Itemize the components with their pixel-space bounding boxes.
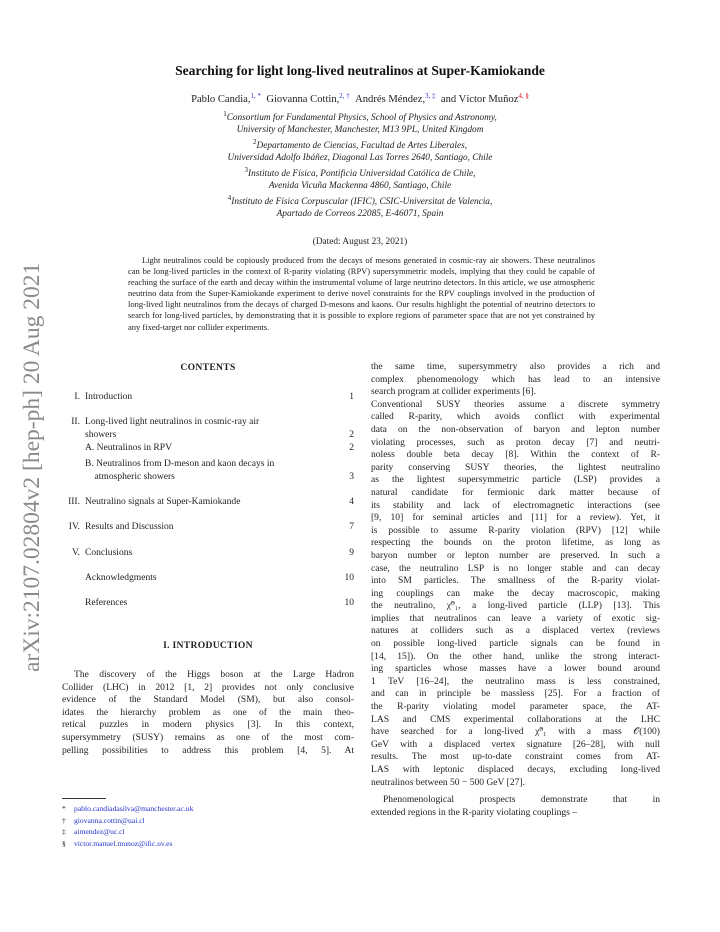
toc-title-line: Acknowledgments [85,572,157,583]
arxiv-stamp-text: arXiv:2107.02804v2 [hep-ph] 20 Aug 2021 [19,262,45,672]
text-line: idates the hierarchy problem as one of the main theo- [62,706,354,718]
affiliation-line [0,208,720,220]
affiliation-number: 4 [227,194,232,202]
toc-page-number: 2 [349,442,354,453]
text-line: into SM particles. The smallness of the R-parity violat- [371,575,660,587]
text-line: have searched for a long-lived χ̃⁰₁ with a mass 𝒪(100) [371,726,660,738]
text-line: supersymmetry (SUSY) remains as one of the most com- [62,731,354,743]
toc-page-number: 10 [344,597,354,608]
toc-title-line: Introduction [85,391,133,402]
affiliation-text: Avenida Vicuña Mackenna 4860, Santiago, Chile [268,181,452,191]
affiliation-number: 3 [244,166,248,174]
text-line: GeV with a displaced vertex signature [26–28], with null [371,738,660,750]
toc-title-line: showers [85,428,117,440]
affiliation-text: Departamento de Ciencias, Facultad de Artes Liberales, [256,141,468,151]
toc-section-number: V. [71,547,80,558]
footnote-email [62,839,354,850]
author-affil-marker[interactable]: 2, † [339,92,350,100]
affiliations [0,108,720,220]
arxiv-identifier-stamp [6,260,52,680]
footnote-email [62,827,354,838]
text-line: baryon number or lepton number are preserved. In such a [371,549,660,561]
text-line: called R-parity, which avoids conflict with experimental [371,411,660,423]
footnote-email [62,816,354,827]
text-line: violating processes, such as proton decay [7] and neutri- [371,436,660,448]
affiliation-number: 2 [252,138,257,146]
text-line: LAS and CMS experimental collaborations at the LHC [371,713,660,725]
footnote-mark: ‡ [62,827,66,837]
text-line: implies that neutralinos can leave a variety of exotic sig- [371,612,660,624]
text-line: the same time, supersymmetry also provides a rich and [371,361,660,372]
text-line: and can in principle be massless [25]. For a fraction of [371,688,660,700]
toc-section-number: II. [71,416,80,427]
text-line: case, the neutralino LSP is no longer stable and can decay [371,562,660,574]
toc-title-line: Results and Discussion [85,521,174,532]
toc-title-line: Long-lived light neutralinos in cosmic-ray air [85,416,260,427]
contents-heading: CONTENTS [180,362,236,373]
text-line: [9, 10] for seminal articles and [11] for a review). Yet, it [371,512,660,524]
text-line: neutralinos between 50 − 500 GeV [27]. [371,776,525,788]
right-column [371,361,660,819]
text-line: results. The most up-to-date constraint comes from AT- [371,751,660,763]
affiliation-line [0,164,720,180]
affiliation-text: Instituto de Física Corpuscular (IFIC), CSIC-Universitat de Valencia, [231,197,493,207]
author-list [0,92,720,105]
email-link[interactable]: pablo.candiadasilva@manchester.ac.uk [74,804,194,813]
text-line: natural candidate for fermionic dark matter because of [371,486,660,498]
text-line: Conventional SUSY theories assume a discrete symmetry [371,398,660,410]
text-line: The discovery of the Higgs boson at the Large Hadron [74,669,354,680]
toc-page-number: 7 [349,521,354,532]
text-line: on possible long-lived particle signals can be found in [371,638,660,650]
text-line: search program at collider experiments [6]. [371,386,536,398]
affiliation-line [0,180,720,192]
author-name: Pablo Candia, [191,94,251,105]
affiliation-line [0,124,720,136]
author-affil-marker[interactable]: 4, § [518,92,529,100]
text-line: pelling possibilities to address this problem [4, 5]. At [62,744,354,756]
toc-title-line: B. Neutralinos from D-meson and kaon decays in [85,458,275,469]
text-line: natures at colliders such as a displaced vertex (reviews [371,625,660,637]
intro-paragraph-left [62,669,354,757]
text-line: evidence of the Standard Model (SM), but also consol- [62,694,354,706]
text-line: [14, 15]). On the other hand, unlike the strong interact- [371,650,660,662]
footnote-email [62,804,354,815]
text-line: Collider (LHC) in 2012 [1, 2] provides not only conclusive [62,681,354,693]
email-link[interactable]: aimendez@uc.cl [74,827,125,837]
toc-title-line: Conclusions [85,547,133,558]
footnote-rule [62,798,106,799]
text-line: the R-parity violating model parameter space, the AT- [371,701,660,713]
author-affil-marker[interactable]: 3, ‡ [425,92,436,100]
footnote-mark: † [62,815,66,825]
affiliation-text: Instituto de Física, Pontificia Universidad Católica de Chile, [248,169,476,179]
text-line: as the lightest supersymmetric particle (LSP) provides a [371,474,660,486]
toc-page-number: 3 [349,470,354,482]
paper-title: Searching for light long-lived neutralinos at Super-Kamiokande [175,63,545,78]
text-line: ing sparticles whose masses have a lower bound around [371,663,660,675]
text-line: data on the non-observation of baryon and lepton number [371,423,660,435]
section-heading-introduction: I. INTRODUCTION [163,640,253,651]
author-name: Giovanna Cottin, [266,94,340,105]
footnote-mark: § [62,839,66,849]
text-line: 1 TeV [16–24], the neutralino mass is less constrained, [371,675,660,687]
affiliation-line [0,192,720,208]
abstract: Light neutralinos could be copiously produced from the decays of mesons generated in cosmic-ray air showers. These neutralinos can be long-lived particles in the context of R-parity violating (RPV) supersymmetric models, implying that they could be capable of reaching the surface of the earth and decay within the instrumental volume of large neutrino detectors. In this article, we use atmospheric neutrino data from the Super-Kamiokande experiment to derive novel constraints for the RPV couplings involved in the production of long-lived light neutralinos from the decays of charged D-mesons and kaons. Our results highlight the potential of neutrino detectors to search for long-lived particles, by demonstrating that it is possible to explore regions of parameter space that are not yet constrained by any fixed-target nor collider experiments. [128,255,595,332]
affiliation-line [0,152,720,164]
text-line: extended regions in the R-parity violating couplings – [371,806,578,818]
affiliation-text: Consortium for Fundamental Physics, School of Physics and Astronomy, [226,113,497,123]
text-line: the neutralino, χ̃⁰₁, a long-lived particle (LLP) [13]. This [371,600,660,612]
intro-paragraph-right [371,361,660,789]
text-line: its stability and lack of electromagnetic interactions (see [371,499,660,511]
affiliation-number: 1 [223,110,227,118]
toc-title-line: atmospheric showers [85,470,175,482]
text-line: noless double beta decay [8]. Within the context of R- [371,449,660,461]
email-link[interactable]: giovanna.cottin@uai.cl [74,815,145,825]
email-link[interactable]: victor.manuel.munoz@ific.uv.es [74,839,173,849]
affiliation-line [0,108,720,124]
text-line: retical puzzles in modern physics [3]. In this context, [62,719,354,731]
text-line: ing couplings can make the decay macroscopic, making [371,587,660,599]
author-name: Víctor Muñoz [458,94,519,105]
toc-title-line: Neutralino signals at Super-Kamiokande [85,496,241,507]
author-conjunction: and [440,94,457,105]
text-line: LAS with leptonic displaced decays, excluding long-lived [371,764,660,775]
toc-page-number: 2 [349,428,354,440]
text-line: respecting the bounds on the proton lifetime, as long as [371,537,660,549]
intro-paragraph-right-2 [371,794,660,819]
affiliation-text: Universidad Adolfo Ibáñez, Diagonal Las Torres 2640, Santiago, Chile [227,153,493,163]
toc-section-number: IV. [68,521,80,532]
author-affil-marker[interactable]: 1, * [250,92,262,100]
text-line: Phenomenological prospects demonstrate that in [383,794,660,806]
toc-title-line: A. Neutralinos in RPV [85,442,172,453]
author-name: Andrés Méndez, [355,94,426,105]
toc-title-line: References [85,597,128,608]
toc-page-number: 4 [349,496,354,507]
text-line: parity conserving SUSY theories, the lightest neutralino [371,461,660,473]
text-line: complex phenomenology which has lead to an intensive [371,373,660,385]
text-line: is possible to assume R-parity violation (RPV) [12] while [371,524,660,536]
toc-page-number: 9 [349,547,354,558]
footnote-mark: * [62,804,66,813]
toc-page-number: 10 [344,572,354,583]
date-line: (Dated: August 23, 2021) [312,237,408,247]
affiliation-line [0,136,720,152]
toc-section-number: I. [74,391,80,402]
affiliation-text: University of Manchester, Manchester, M13 9PL, United Kingdom [236,125,484,135]
toc-page-number: 1 [349,391,354,402]
toc-section-number: III. [68,496,80,507]
affiliation-text: Apartado de Correos 22085, E-46071, Spain [276,209,444,219]
